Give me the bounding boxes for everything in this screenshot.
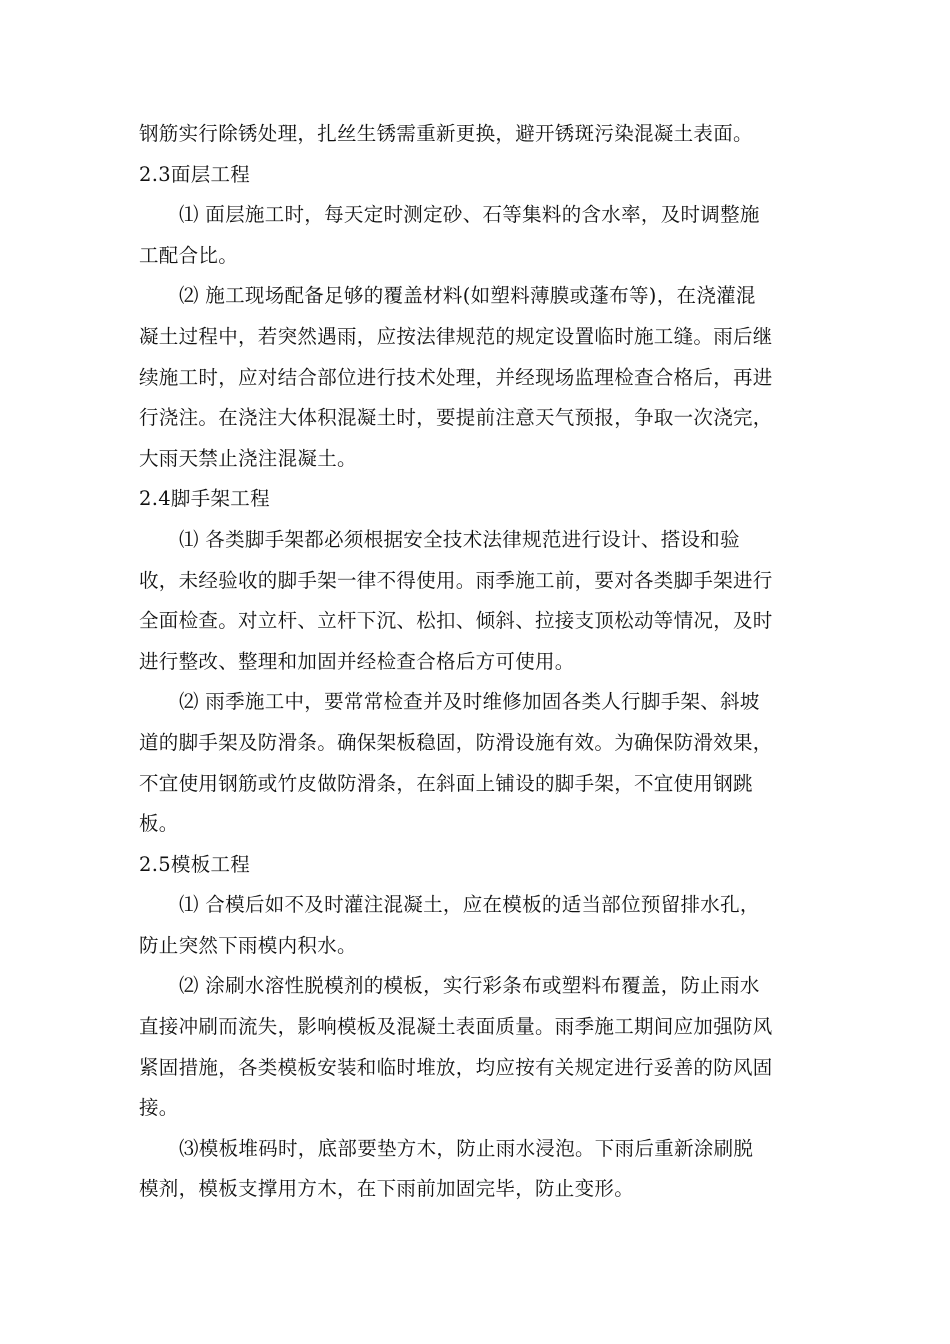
text-line: ⑵ 雨季施工中，要常常检查并及时维修加固各类人行脚手架、斜坡 <box>179 690 760 714</box>
section-heading: 2.3面层工程 <box>139 162 251 186</box>
text-line: ⑵ 施工现场配备足够的覆盖材料(如塑料薄膜或蓬布等)，在浇灌混 <box>179 284 756 308</box>
text-line: 不宜使用钢筋或竹皮做防滑条，在斜面上铺设的脚手架，不宜使用钢跳 <box>139 771 753 795</box>
text-line: 道的脚手架及防滑条。确保架板稳固，防滑设施有效。为确保防滑效果， <box>139 730 773 754</box>
text-line: 全面检查。对立杆、立杆下沉、松扣、倾斜、拉接支顶松动等情况，及时 <box>139 609 773 633</box>
text-line: ⑴ 各类脚手架都必须根据安全技术法律规范进行设计、搭设和验 <box>179 527 740 551</box>
section-heading: 2.5模板工程 <box>139 852 251 876</box>
text-line: 钢筋实行除锈处理，扎丝生锈需重新更换，避开锈斑污染混凝土表面。 <box>139 122 753 145</box>
text-line: 续施工时，应对结合部位进行技术处理，并经现场监理检查合格后，再进 <box>139 365 773 389</box>
text-line: ⑴ 面层施工时，每天定时测定砂、石等集料的含水率，及时调整施 <box>179 203 760 227</box>
text-line: 凝土过程中，若突然遇雨，应按法律规范的规定设置临时施工缝。雨后继 <box>139 324 773 348</box>
text-line: ⑴ 合模后如不及时灌注混凝土，应在模板的适当部位预留排水孔， <box>179 893 760 917</box>
text-line: 接。 <box>139 1096 179 1120</box>
text-line: 收，未经验收的脚手架一律不得使用。雨季施工前，要对各类脚手架进行 <box>139 568 773 592</box>
text-line: 直接冲刷而流失，影响模板及混凝土表面质量。雨季施工期间应加强防风 <box>139 1015 773 1039</box>
text-line: 工配合比。 <box>139 243 239 267</box>
text-line: 防止突然下雨模内积水。 <box>139 933 357 957</box>
text-line: 板。 <box>139 812 179 836</box>
text-line: ⑵ 涂刷水溶性脱模剂的模板，实行彩条布或塑料布覆盖，防止雨水 <box>179 974 760 998</box>
text-line: 大雨天禁止浇注混凝土。 <box>139 446 357 470</box>
section-heading: 2.4脚手架工程 <box>139 487 270 511</box>
text-line: 进行整改、整理和加固并经检查合格后方可使用。 <box>139 649 575 673</box>
text-line: 模剂，模板支撑用方木，在下雨前加固完毕，防止变形。 <box>139 1177 635 1201</box>
text-line: 行浇注。在浇注大体积混凝土时，要提前注意天气预报，争取一次浇完， <box>139 406 773 430</box>
text-line: 紧固措施，各类模板安装和临时堆放，均应按有关规定进行妥善的防风固 <box>139 1055 773 1079</box>
text-line: ⑶模板堆码时，底部要垫方木，防止雨水浸泡。下雨后重新涂刷脱 <box>179 1136 754 1160</box>
document-page <box>139 114 829 1210</box>
